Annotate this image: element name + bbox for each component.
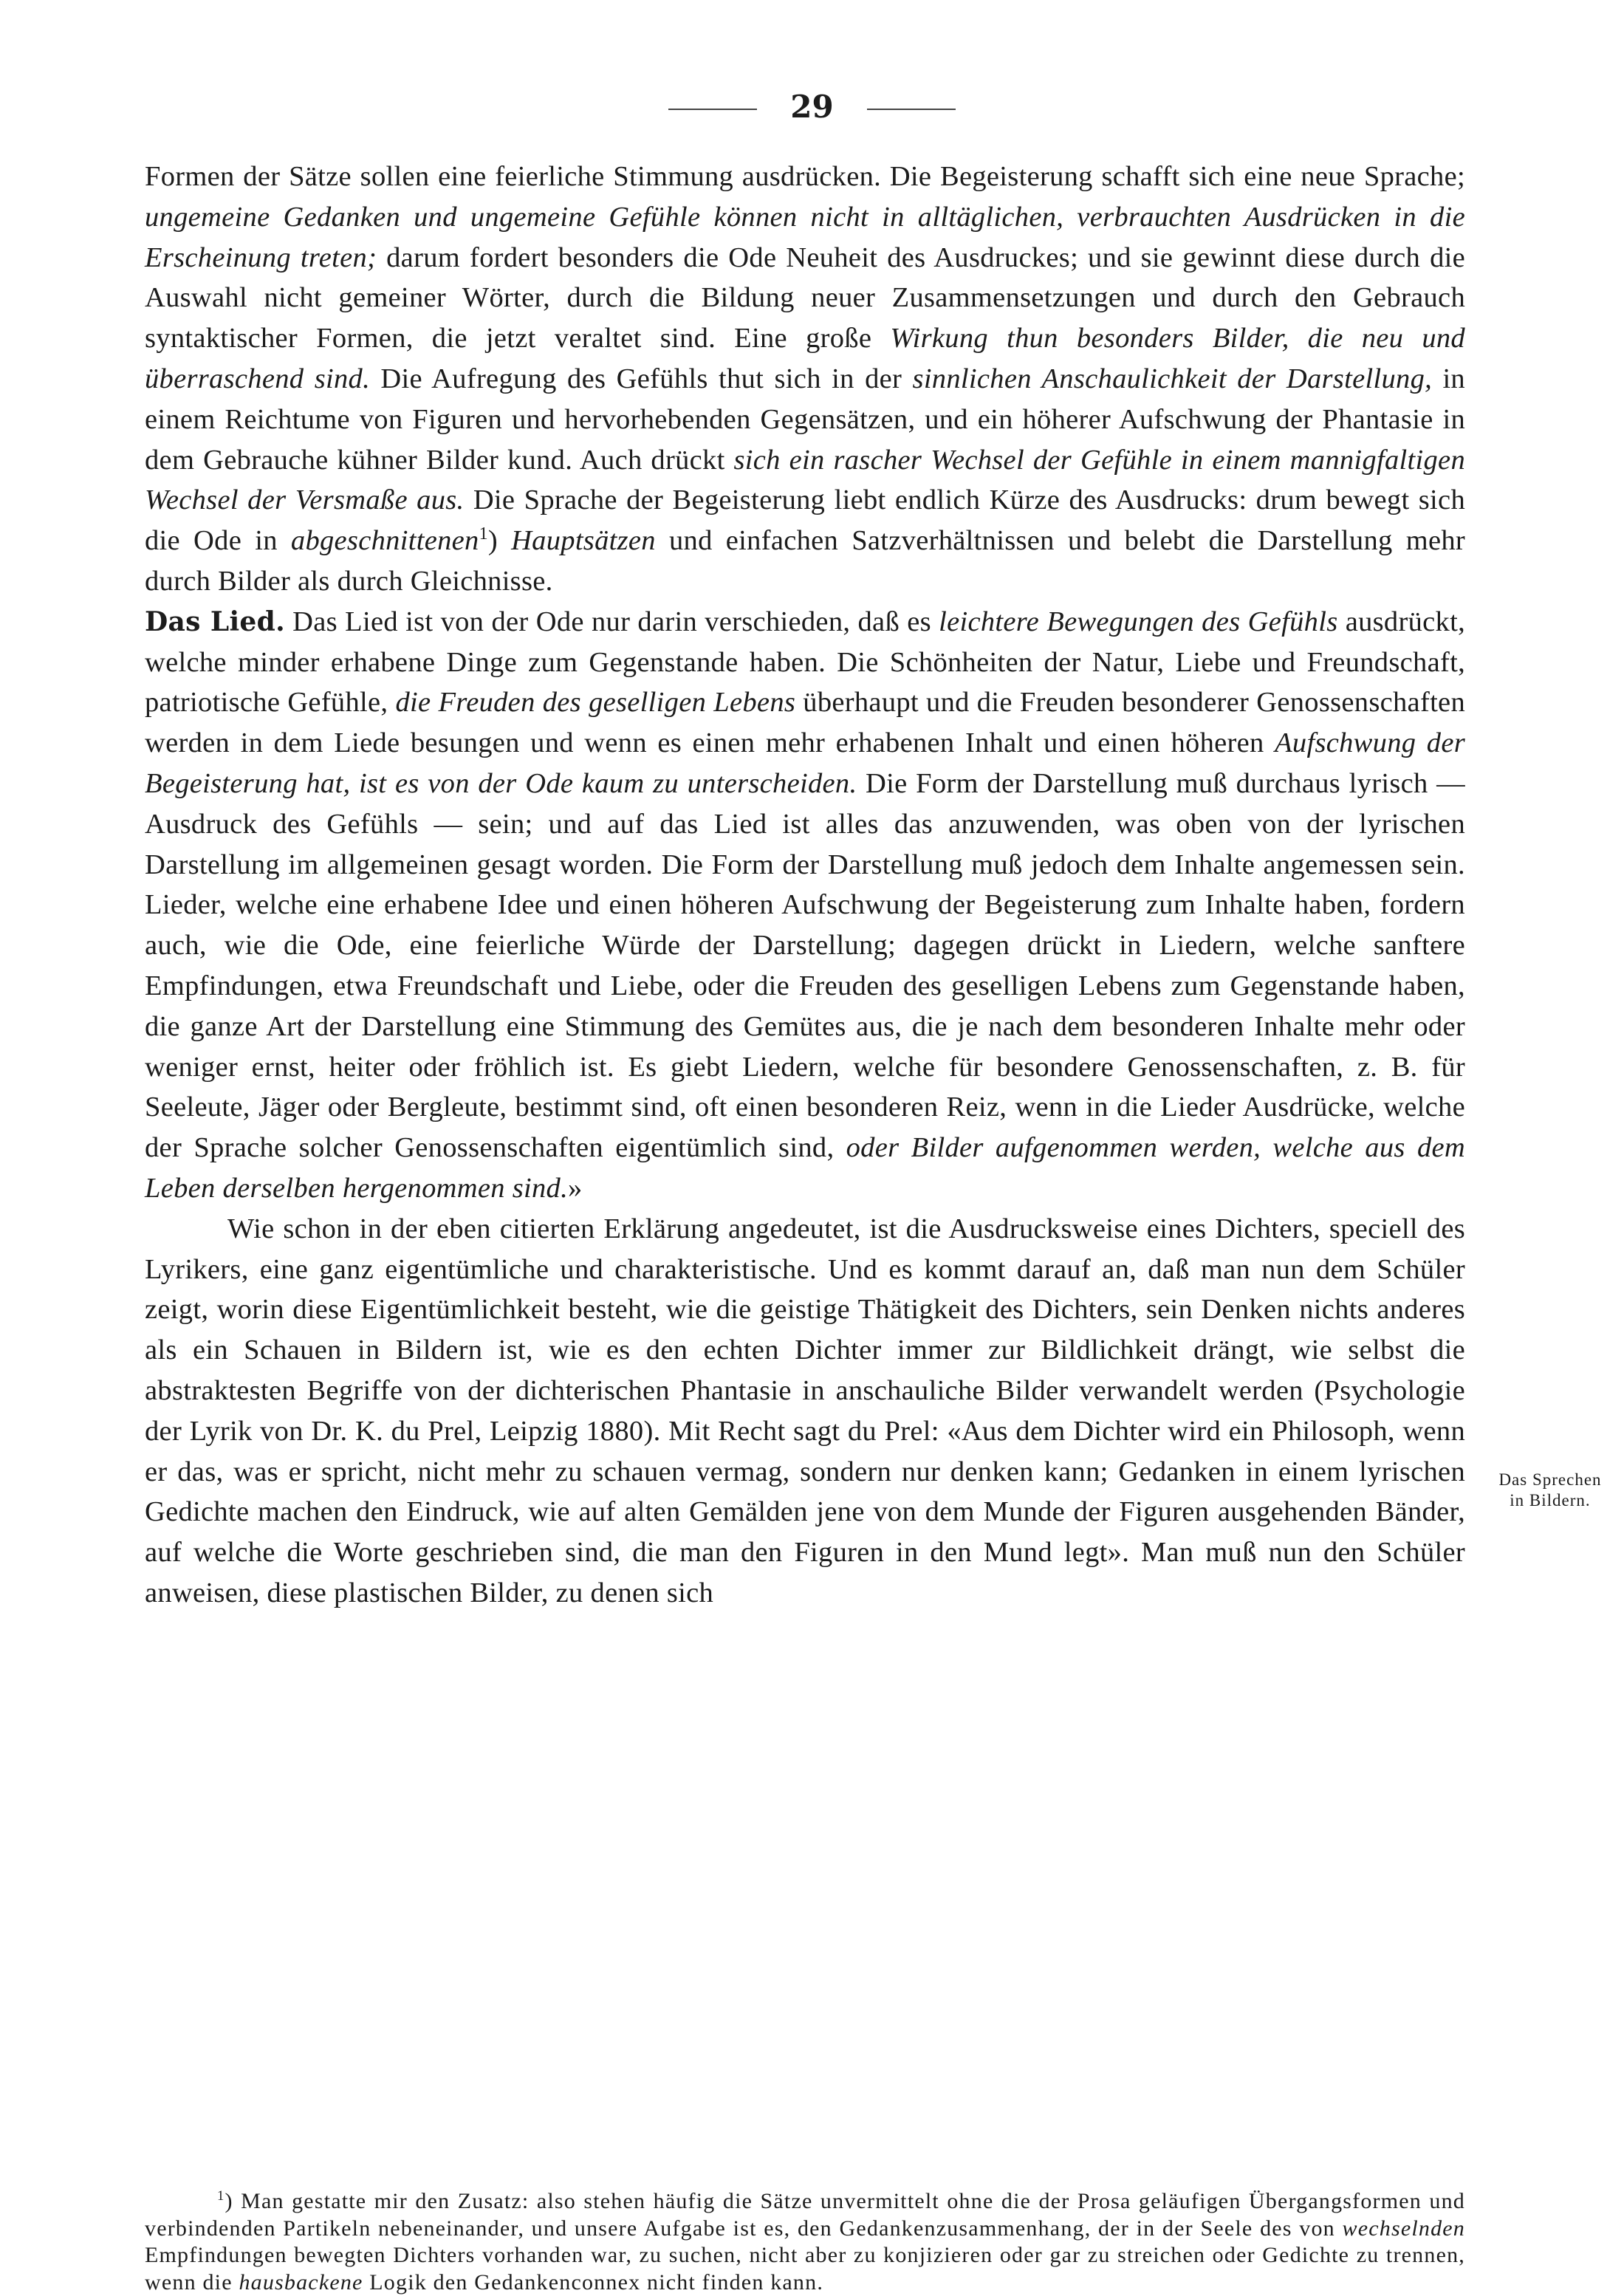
right-rule	[867, 109, 956, 110]
paragraph-ode: Formen der Sätze sollen eine feierliche Stimmung ausdrücken. Die Begeisterung schafft sich eine neue Sprache; ungemeine Gedanken und ungemeine Gefühle können nicht in alltäglichen, verbrauchten Ausdrücken in die Erscheinung treten; darum fordert besonders die Ode Neuheit des Ausdruckes; und sie gewinnt diese durch die Auswahl nicht gemeiner Wörter, durch die Bildung neuer Zusammensetzungen und durch den Gebrauch syntaktischer Formen, die jetzt veraltet sind. Eine große Wirkung thun besonders Bilder, die neu und überraschend sind. Die Aufregung des Gefühls thut sich in der sinnlichen Anschaulichkeit der Darstellung, in einem Reichtume von Figuren und hervorhebenden Gegensätzen, und ein höherer Aufschwung der Phantasie in dem Gebrauche kühner Bilder kund. Auch drückt sich ein rascher Wechsel der Gefühle in einem mannigfaltigen Wechsel der Versmaße aus. Die Sprache der Begeisterung liebt endlich Kürze des Ausdrucks: drum bewegt sich die Ode in abgeschnittenen$^1$) Hauptsätzen und einfachen Satzverhältnissen und belebt die Darstellung mehr durch Bilder als durch Gleichnisse.	[145, 161, 1466, 597]
left-rule	[668, 109, 757, 110]
paragraph-bildlichkeit: Wie schon in der eben citierten Erklärung angedeutet, ist die Ausdrucksweise eines Dichters, speciell des Lyrikers, eine ganz eigentümliche und charakteristische. Und es kommt darauf an, daß man nun dem Schüler zeigt, worin diese Eigentümlichkeit besteht, wie die geistige Thätigkeit des Dichters, sein Denken nichts anderes als ein Schauen in Bildern ist, wie es den echten Dichter immer zur Bildlichkeit drängt, wie selbst die abstraktesten Begriffe von der dichterischen Phantasie in anschauliche Bilder verwandelt werden (Psychologie der Lyrik von Dr. K. du Prel, Leipzig 1880). Mit Recht sagt du Prel: «Aus dem Dichter wird ein Philosoph, wenn er das, was er spricht, nicht mehr zu schauen vermag, sondern nur denken kann; Gedanken in einem lyrischen Gedichte machen den Eindruck, wie auf alten Gemälden jene von dem Munde der Figuren ausgehenden Bänder, auf welche die Worte geschrieben sind, die man den Figuren in den Mund legt». Man muß nun den Schüler anweisen, diese plastischen Bilder, zu denen sich	[145, 1213, 1465, 1608]
footnote-marker: 1	[217, 2188, 225, 2204]
main-text	[145, 157, 1465, 1614]
page-number-header	[0, 89, 1624, 126]
footnote-reference: 1	[479, 524, 488, 544]
page-number: 29	[790, 89, 834, 125]
margin-note: Das Sprechen in Bildern.	[1498, 1470, 1602, 1509]
paragraph-lied: Das Lied. Das Lied ist von der Ode nur darin verschieden, daß es leichtere Bewegungen des Gefühls ausdrückt, welche minder erhabene Dinge zum Gegenstande haben. Die Schönheiten der Natur, Liebe und Freundschaft, patriotische Gefühle, die Freuden des geselligen Lebens überhaupt und die Freuden besonderer Genossenschaften werden in dem Liede besungen und wenn es einen mehr erhabenen Inhalt und einen höheren Aufschwung der Begeisterung hat, ist es von der Ode kaum zu unterscheiden. Die Form der Darstellung muß durchaus lyrisch — Ausdruck des Gefühls — sein; und auf das Lied ist alles das anzuwenden, was oben von der lyrischen Darstellung im allgemeinen gesagt worden. Die Form der Darstellung muß jedoch dem Inhalte angemessen sein. Lieder, welche eine erhabene Idee und einen höheren Aufschwung der Begeisterung zum Inhalte haben, fordern auch, wie die Ode, eine feierliche Würde der Darstellung; dagegen drückt in Liedern, welche sanftere Empfindungen, etwa Freundschaft und Liebe, oder die Freuden des geselligen Lebens zum Gegenstande haben, die ganze Art der Darstellung eine Stimmung des Gemütes aus, die je nach dem besonderen Inhalte mehr oder weniger ernst, heiter oder fröhlich ist. Es giebt Liedern, welche für besondere Genossenschaften, z. B. für Seeleute, Jäger oder Bergleute, bestimmt sind, oft einen besonderen Reiz, wenn in die Lieder Ausdrücke, welche der Sprache solcher Genossenschaften eigentümlich sind, oder Bilder aufgenommen werden, welche aus dem Leben derselben hergenommen sind.»	[145, 606, 1465, 1204]
footnote: $^1$) Man gestatte mir den Zusatz: also stehen häufig die Sätze unvermittelt ohne die der Prosa geläufigen Übergangsformen und verbindenden Partikeln nebeneinander, und unsere Aufgabe ist es, den Gedankenzusammenhang, der in der Seele des von wechselnden Empfindungen bewegten Dichters vorhanden war, zu suchen, nicht aber zu konjizieren oder gar zu streichen oder Gedichte zu trennen, wenn die hausbackene Logik den Gedankenconnex nicht finden kann.	[145, 2188, 1465, 2295]
section-lead-das-lied: Das Lied.	[145, 606, 285, 637]
